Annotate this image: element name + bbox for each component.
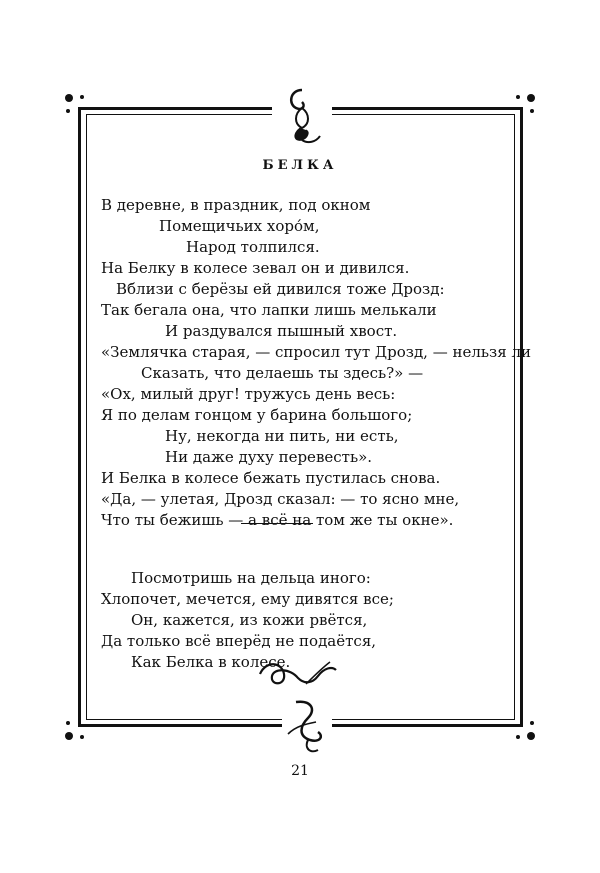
moral-line: Как Белка в колесе. bbox=[131, 653, 291, 671]
poem-line: «Землячка старая, — спросил тут Дрозд, — нельзя ли bbox=[101, 343, 531, 361]
moral-line: Хлопочет, мечется, ему дивятся все; bbox=[101, 590, 394, 608]
poem-line: В деревне, в праздник, под окном bbox=[101, 196, 371, 214]
moral-line: Посмотришь на дельца иного: bbox=[131, 569, 371, 587]
poem-line: И раздувался пышный хвост. bbox=[165, 322, 398, 340]
corner-ornament-icon bbox=[63, 92, 89, 118]
poem-line: Ни даже духу перевесть». bbox=[165, 448, 373, 466]
poem-line: Народ толпился. bbox=[186, 238, 320, 256]
poem-line: Помещичьих хоро́м, bbox=[159, 217, 320, 235]
moral-line: Он, кажется, из кожи рвётся, bbox=[131, 611, 368, 629]
poem-line: «Ох, милый друг! тружусь день весь: bbox=[101, 385, 396, 403]
poem-line: Ну, некогда ни пить, ни есть, bbox=[165, 427, 399, 445]
bottom-swirl-ornament-icon bbox=[282, 696, 332, 756]
poem-line: Так бегала она, что лапки лишь мелькали bbox=[101, 301, 437, 319]
section-divider bbox=[241, 523, 313, 524]
poem-line: «Да, — улетая, Дрозд сказал: — то ясно мне, bbox=[101, 490, 460, 508]
poem-line: Вблизи с берёзы ей дивился тоже Дрозд: bbox=[116, 280, 445, 298]
corner-ornament-icon bbox=[63, 716, 89, 742]
poem-line: Я по делам гонцом у барина большого; bbox=[101, 406, 413, 424]
moral-line: Да только всё вперёд не подаётся, bbox=[101, 632, 377, 650]
top-leaf-ornament-icon bbox=[272, 84, 332, 152]
corner-ornament-icon bbox=[511, 92, 537, 118]
poem-line: На Белку в колесе зевал он и дивился. bbox=[101, 259, 410, 277]
page-number: 21 bbox=[291, 763, 309, 779]
corner-ornament-icon bbox=[511, 716, 537, 742]
poem-line: Сказать, что делаешь ты здесь?» — bbox=[141, 364, 424, 382]
poem-line: Что ты бежишь — а всё на том же ты окне». bbox=[101, 511, 454, 529]
poem-title: БЕЛКА bbox=[262, 158, 338, 173]
poem-line: И Белка в колесе бежать пустилась снова. bbox=[101, 469, 441, 487]
